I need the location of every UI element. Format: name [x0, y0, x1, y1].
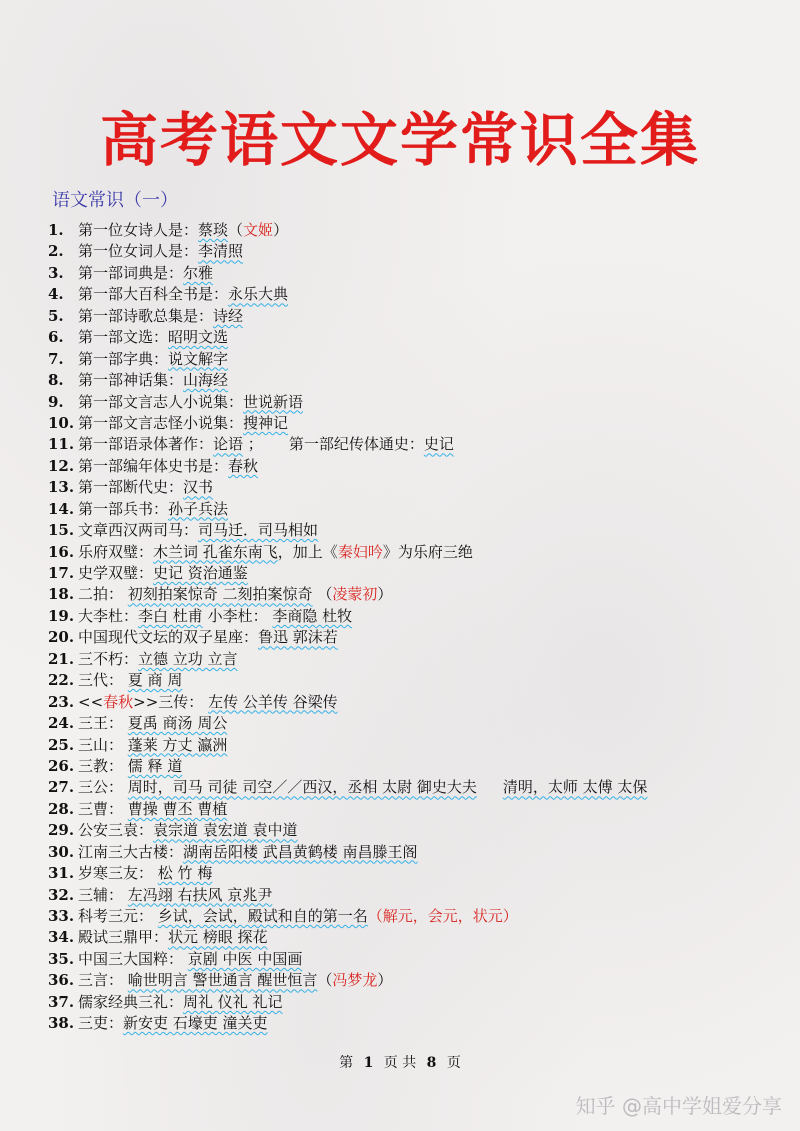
- item-highlight: 凌蒙初: [332, 585, 378, 604]
- item-text: 第一位女诗人是：: [78, 221, 199, 239]
- item-text: ）: [377, 971, 393, 990]
- item-text: （: [317, 971, 333, 990]
- item-number: 22.: [48, 671, 75, 690]
- item-answer: 史记: [423, 435, 454, 454]
- list-item: [48, 220, 788, 241]
- list-item: [48, 477, 788, 498]
- item-answer: 世说新语: [243, 392, 304, 411]
- item-answer: 永乐大典: [228, 285, 289, 304]
- item-answer: 说文解字: [168, 349, 229, 368]
- list-item: [48, 456, 788, 477]
- item-text: 中国现代文坛的双子星座：: [78, 628, 259, 647]
- item-text: 第一部纪传体通史：: [288, 435, 424, 454]
- list-item: [48, 820, 788, 841]
- page-footer: [0, 1052, 800, 1072]
- list-item: [48, 241, 788, 262]
- item-number: 8.: [48, 371, 64, 390]
- item-answer: 山海经: [183, 371, 229, 390]
- item-text: （: [228, 221, 244, 239]
- item-answer: 湖南岳阳楼 武昌黄鹤楼 南昌滕王阁: [183, 842, 418, 861]
- list-item: [48, 863, 788, 884]
- list-item: [48, 413, 788, 434]
- item-answer: 周时，司马 司徒 司空／／西汉，丞相 太尉 御史大夫: [127, 778, 477, 797]
- item-answer: 立德 立功 立言: [138, 649, 238, 668]
- item-number: 34.: [48, 928, 75, 947]
- item-answer: 搜神记: [243, 413, 289, 432]
- item-answer: 周礼 仪礼 礼记: [183, 992, 283, 1011]
- item-number: 38.: [48, 1014, 75, 1033]
- item-number: 33.: [48, 907, 75, 925]
- item-text: 第一部大百科全书是：: [78, 285, 229, 304]
- item-answer: 木兰词 孔雀东南飞: [153, 542, 278, 561]
- item-text: 三公：: [78, 778, 128, 797]
- item-text: 三教：: [78, 756, 128, 775]
- item-number: 3.: [48, 263, 64, 282]
- footer-prefix: 第: [339, 1055, 354, 1071]
- item-answer: 李商隐 杜牧: [272, 606, 353, 625]
- watermark: 知乎 @高中学姐爱分享: [575, 1094, 782, 1118]
- item-text: 三代：: [78, 671, 128, 690]
- list-item: [48, 713, 788, 734]
- item-text: 第一位女词人是：: [78, 242, 199, 261]
- item-answer: 儒 释 道: [127, 756, 183, 775]
- item-text: 乐府双璧：: [78, 542, 154, 561]
- item-text: 第一部文言志怪小说集：: [78, 413, 244, 432]
- footer-total-pages: 8: [426, 1055, 437, 1071]
- list-item: [48, 327, 788, 348]
- item-number: 35.: [48, 949, 75, 968]
- list-item: [48, 1013, 788, 1034]
- item-answer: 尔雅: [183, 263, 214, 282]
- item-answer: 夏 商 周: [127, 671, 183, 690]
- item-number: 18.: [48, 585, 75, 604]
- item-text: 第一部文言志人小说集：: [78, 392, 244, 411]
- item-highlight: 春秋: [103, 692, 134, 711]
- item-answer: 曹操 曹丕 曹植: [127, 799, 228, 818]
- item-text: ）: [273, 221, 289, 239]
- list-item: [48, 306, 788, 327]
- item-text: 三辅：: [78, 885, 128, 904]
- list-item: [48, 949, 788, 970]
- item-text: <<: [78, 692, 104, 711]
- item-number: 24.: [48, 714, 75, 733]
- item-answer: 汉书: [183, 478, 214, 497]
- item-answer: 京剧 中医 中国画: [187, 949, 303, 968]
- item-number: 5.: [48, 306, 64, 325]
- item-number: 25.: [48, 735, 75, 754]
- list-item: [48, 499, 788, 520]
- item-answer: 左传 公羊传 谷梁传: [208, 692, 338, 711]
- item-number: 15.: [48, 521, 75, 540]
- item-answer: 诗经: [213, 306, 244, 325]
- list-item: [48, 692, 788, 713]
- item-text: 第一部词典是：: [78, 263, 184, 282]
- item-answer: 夏禹 商汤 周公: [127, 714, 228, 733]
- list-item: [48, 777, 788, 798]
- item-number: 26.: [48, 756, 75, 775]
- list-item: [48, 842, 788, 863]
- item-text: 三言：: [78, 971, 128, 990]
- item-number: 37.: [48, 992, 75, 1011]
- item-answer: 清明，太师 太傅 太保: [502, 778, 648, 797]
- item-text: 第一部神话集：: [78, 371, 184, 390]
- list-item: [48, 434, 788, 455]
- item-number: 2.: [48, 242, 64, 261]
- item-answer: 昭明文选: [168, 328, 229, 347]
- list-item: [48, 992, 788, 1013]
- item-text: 三不朽：: [78, 649, 139, 668]
- list-item: [48, 392, 788, 413]
- list-item: [48, 520, 788, 541]
- item-text: （: [312, 585, 333, 604]
- list-item: [48, 542, 788, 563]
- item-text: 三吏：: [78, 1014, 124, 1033]
- item-text: 科考三元：: [78, 907, 158, 925]
- item-text: 第一部编年体史书是：: [78, 456, 229, 475]
- item-number: 23.: [48, 692, 75, 711]
- list-item: [48, 606, 788, 627]
- item-text: 第一部断代史：: [78, 478, 184, 497]
- item-text: 殿试三鼎甲：: [78, 928, 169, 947]
- footer-page-number: 1: [363, 1055, 374, 1071]
- item-answer: 李清照: [198, 242, 244, 261]
- list-item: [48, 563, 788, 584]
- item-number: 13.: [48, 478, 75, 497]
- item-text: 史学双璧：: [78, 564, 154, 582]
- list-item: [48, 263, 788, 284]
- footer-suffix: 页: [446, 1055, 461, 1071]
- item-number: 29.: [48, 821, 75, 840]
- item-text: >>三传：: [133, 692, 209, 711]
- item-number: 20.: [48, 628, 75, 647]
- item-text: 二拍：: [78, 585, 128, 604]
- item-answer: 蓬莱 方丈 瀛洲: [127, 735, 228, 754]
- item-number: 31.: [48, 864, 75, 883]
- list-item: [48, 284, 788, 305]
- item-text: 第一部诗歌总集是：: [78, 306, 214, 325]
- item-number: 10.: [48, 413, 75, 432]
- item-number: 21.: [48, 649, 75, 668]
- list-item: [48, 970, 788, 991]
- item-text: 大李杜：: [78, 606, 139, 625]
- item-number: 11.: [48, 435, 75, 454]
- section-title: 语文常识（一）: [52, 190, 178, 211]
- item-answer: 史记 资治通鉴: [153, 564, 248, 582]
- item-text: ）: [377, 585, 393, 604]
- list-item: [48, 735, 788, 756]
- item-answer: 春秋: [228, 456, 259, 475]
- list-item: [48, 349, 788, 370]
- list-item: [48, 370, 788, 391]
- knowledge-list: [48, 220, 788, 1035]
- list-item: [48, 799, 788, 820]
- item-answer: 蔡琰: [198, 221, 229, 239]
- list-item: [48, 670, 788, 691]
- list-item: [48, 584, 788, 605]
- item-number: 7.: [48, 349, 64, 368]
- item-answer: 鲁迅 郭沫若: [258, 628, 338, 647]
- item-number: 9.: [48, 392, 64, 411]
- item-highlight: 秦妇吟: [337, 542, 383, 561]
- item-text: 三山：: [78, 735, 128, 754]
- item-highlight: （解元，会元，状元）: [367, 907, 518, 925]
- item-number: 19.: [48, 606, 75, 625]
- item-number: 30.: [48, 842, 75, 861]
- page-title: 高考语文文学常识全集: [99, 106, 700, 174]
- item-text: 第一部字典：: [78, 349, 169, 368]
- item-answer: 初刻拍案惊奇 二刻拍案惊奇: [127, 585, 313, 604]
- item-text: 》为乐府三绝: [382, 542, 473, 561]
- item-text: 第一部文选：: [78, 328, 169, 347]
- item-text: ，加上《: [277, 542, 338, 561]
- item-text: 儒家经典三礼：: [78, 992, 184, 1011]
- item-text: 文章西汉两司马：: [78, 521, 199, 540]
- footer-mid: 页 共: [383, 1055, 417, 1071]
- item-number: 17.: [48, 564, 75, 582]
- item-text: 小李杜：: [202, 606, 273, 625]
- list-item: [48, 927, 788, 948]
- item-text: 三王：: [78, 714, 128, 733]
- list-item: [48, 756, 788, 777]
- item-text: 第一部语录体著作：: [78, 435, 214, 454]
- item-answer: 喻世明言 警世通言 醒世恒言: [127, 971, 318, 990]
- list-item: [48, 649, 788, 670]
- item-number: 6.: [48, 328, 64, 347]
- list-item: [48, 885, 788, 906]
- item-answer: 状元 榜眼 探花: [168, 928, 268, 947]
- item-answer: 李白 杜甫: [138, 606, 203, 625]
- item-number: 12.: [48, 456, 75, 475]
- item-text: 江南三大古楼：: [78, 842, 184, 861]
- list-item: [48, 627, 788, 648]
- item-answer: 左冯翊 右扶风 京兆尹: [127, 885, 273, 904]
- item-number: 14.: [48, 499, 75, 518]
- item-text: 公安三袁：: [78, 821, 154, 840]
- item-number: 16.: [48, 542, 75, 561]
- item-answer: 司马迁．司马相如: [198, 521, 319, 540]
- item-highlight: 冯梦龙: [332, 971, 378, 990]
- item-number: 32.: [48, 885, 75, 904]
- item-number: 27.: [48, 778, 75, 797]
- item-number: 28.: [48, 799, 75, 818]
- item-answer: 新安吏 石壕吏 潼关吏: [123, 1014, 268, 1033]
- item-number: 1.: [48, 221, 64, 239]
- item-number: 4.: [48, 285, 64, 304]
- item-text: ；: [243, 435, 263, 454]
- item-answer: 乡试，会试，殿试和自的第一名: [157, 907, 368, 925]
- item-number: 36.: [48, 971, 75, 990]
- item-text: 第一部兵书：: [78, 499, 169, 518]
- item-text: 三曹：: [78, 799, 128, 818]
- item-answer: 孙子兵法: [168, 499, 229, 518]
- item-answer: 袁宗道 袁宏道 袁中道: [153, 821, 298, 840]
- item-answer: 松 竹 梅: [157, 864, 213, 883]
- item-answer: 论语: [213, 435, 244, 454]
- item-text: 岁寒三友：: [78, 864, 158, 883]
- item-highlight: 文姬: [243, 221, 274, 239]
- list-item: [48, 906, 788, 927]
- item-text: 中国三大国粹：: [78, 949, 188, 968]
